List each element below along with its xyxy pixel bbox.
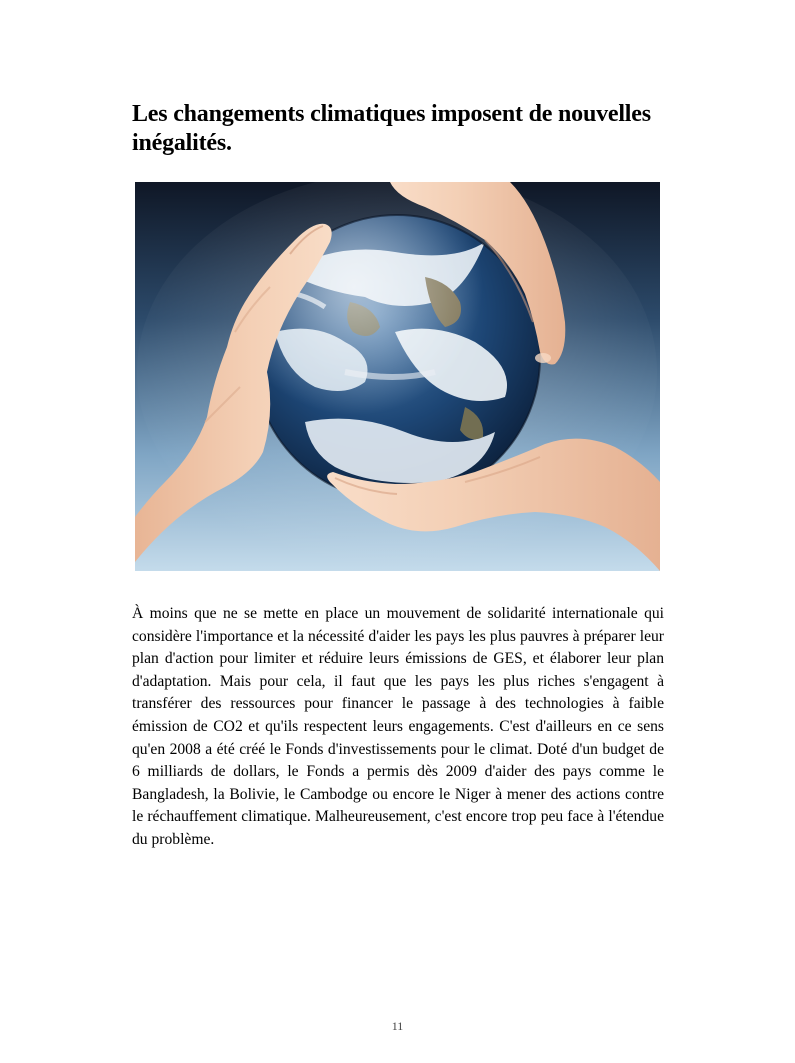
earth-in-hands-image: [135, 182, 660, 571]
body-paragraph: À moins que ne se mette en place un mouvement de solidarité internationale qui considère l'importance et la nécessité d'aider les pays les plus pauvres à préparer leur plan d'action pour limiter et réduire leurs émissions de GES, et élaborer leur plan d'adaptation. Mais pour cela, il faut que les pays les plus riches s'engagent à transférer des ressources pour financer le passage à des technologies à faible émission de CO2 et qu'ils respectent leurs engagements. C'est d'ailleurs en ce sens qu'en 2008 a été créé le Fonds d'investissements pour le climat. Doté d'un budget de 6 milliards de dollars, le Fonds a permis dès 2009 d'aider des pays comme le Bangladesh, la Bolivie, le Cambodge ou encore le Niger à mener des actions contre le réchauffement climatique. Malheureusement, c'est encore trop peu face à l'étendue du problème.: [132, 605, 664, 848]
page-number: 11: [391, 1019, 404, 1033]
page-title: Les changements climatiques imposent de nouvelles inégalités.: [132, 101, 651, 156]
